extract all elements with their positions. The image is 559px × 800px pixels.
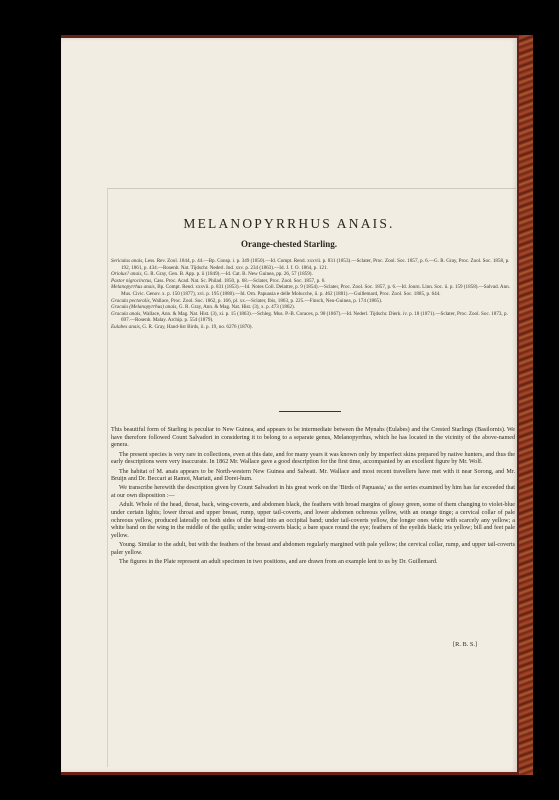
marbled-edge [519,35,533,775]
body-paragraph: We transcribe herewith the description given by Count Salvadori in his great work on the 'Birds of Papuasia,' as the series examined by him has far exceeded that at our own disposition :— [111,485,515,500]
synonym-reference: G. R. Gray, Ann. & Mag. Nat. Hist. (3), x. p. 473 (1862). [178,304,295,311]
body-paragraph: The habitat of M. anais appears to be North-western New Guinea and Salwati. Mr. Wallace and most recent travellers have met with it near Sorong, and Mr. Bruijn and Dr. Beccari at Ramoi, Mariati, and Dorei-hum. [111,468,515,483]
synonym-name: Gracula (Melanopyrrhus) anais, [111,304,178,311]
synonym-name: Oriolus? anais, [111,271,143,278]
description-text [111,427,515,568]
synonymy-entry [111,324,515,331]
body-paragraph: The present species is very rare in collections, even at this date, and for many years it was known only by imperfect skins prepared by native hunters, and thus the early descriptions were very inaccurate. In 1862 Mr. Wallace gave a good description for the first time, accompanied by an excellent figure by Mr. Wolf. [111,451,515,466]
synonym-reference: Wallace, Proc. Zool. Soc. 1862, p. 166, pl. xx.—Sclater, Ibis, 1863, p. 225.—Finsch, Neu-Guinea, p. 174 (1865). [152,297,383,304]
synonym-name: Melanopyrrhus anais, [111,284,156,291]
synonym-name: Gracula anais, [111,310,142,317]
synonym-name: Eulabes anais, [111,323,141,330]
synonym-reference: Bp. Compt. Rend. xxxvii. p. 831 (1853).—Id. Notes Coll. Delattre, p. 9 (1854).—Sclater, Proc. Zool. Soc. 1857, p. 6.—Id. Journ. Linn. Soc. ii. p. 159 (1858).—Salvad. Ann. Mus. Civic. Genov. x. p. 150 (1877), xvi. p. 195 (1880).—Id. Orn. Papuasia e delle Molucche, ii. p. 462 (1881).—Guillemard, Proc. Zool. Soc. 1885, p. 644. [121,284,510,297]
synonym-reference: G. R. Gray, Gen. B. App. p. ii (1849).—Id. Cat. B. New Guinea, pp. 26, 57 (1859). [143,271,313,278]
synonymy-entry [111,311,515,324]
synonym-reference: Less. Rev. Zool. 1844, p. 44.—Bp. Consp. i. p. 349 (1850).—Id. Compt. Rend. xxxvii. p. 831 (1853).—Sclater, Proc. Zool. Soc. 1857, p. 6.—G. R. Gray, Proc. Zool. Soc. 1858, p. 192, 1861, p. 434.—Rosenb. Nat. Tijdschr. Nederl. Ind. xxv. p. 234 (1863).—Id. J. f. O. 1864, p. 121. [121,258,510,271]
synonym-reference: Wallace, Ann. & Mag. Nat. Hist. (3), xi. p. 15 (1863).—Schleg. Mus. P.-B. Coraces, p. 98 (1867).—Id. Nederl. Tijdschr. Dierk. iv. p. 18 (1871).—Sclater, Proc. Zool. Soc. 1873, p. 697.—Rosenb. Malay. Archip. p. 554 (1879). [121,310,508,324]
synonym-name: Pastor nigrocinctus, [111,277,153,284]
body-paragraph: This beautiful form of Starling is peculiar to New Guinea, and appears to be intermediate between the Mynahs (Eulabes) and the Crested Starlings (Basilornis). We have therefore followed Count Salvadori in considering it to belong to a separate genus, Melanopyrrhus, which he has located in the vicinity of the above-named genera. [111,427,515,449]
synonym-name: Gracula pectoralis, [111,297,151,304]
page-title: MELANOPYRRHUS ANAIS. [183,216,395,231]
author-initials: [R. B. S.] [453,641,477,648]
synonym-reference: Cass. Proc. Acad. Nat. Sc. Philad. 1850, p. 68.—Sclater, Proc. Zool. Soc. 1857, p. 6. [153,277,326,284]
book-page [61,38,517,772]
synonym-name: Sericulus anais, [111,258,144,264]
synonymy-entry [111,258,515,271]
synonymy-entry [111,284,515,297]
synonymy-entry [111,271,515,278]
body-paragraph: Adult. Whole of the head, throat, back, wing-coverts, and abdomen black, the feathers with broad margins of glossy green, some of them changing to violet-blue under certain lights; lower throat and upper breast, rump, upper tail-coverts, and lower abdomen ochreous yellow, with an orange tinge; a cervical collar of pale ochreous yellow, produced laterally on both sides of the head into an occipital band; under tail-coverts yellow, the longer ones white with scarcely any yellow; a white band on the wing in the middle of the quills; under wing-coverts black; a bare space round the eye; feathers of the eyelids black; iris yellow; bill and feet pale yellow. [111,502,515,540]
body-paragraph: Young. Similar to the adult, but with the feathers of the breast and abdomen regularly margined with pale yellow; the cervical collar, rump, and upper tail-coverts paler yellow. [111,542,515,557]
synonymy-entry [111,304,515,311]
common-name-subtitle: Orange-chested Starling. [241,239,337,249]
synonym-reference: G. R. Gray, Hand-list Birds, ii. p. 19, no. 6276 (1870). [142,323,253,330]
synonymy-list [111,258,515,331]
section-divider [279,411,341,412]
body-paragraph: The figures in the Plate represent an adult specimen in two positions, and are drawn from an example lent to us by Dr. Guillemard. [119,559,438,566]
